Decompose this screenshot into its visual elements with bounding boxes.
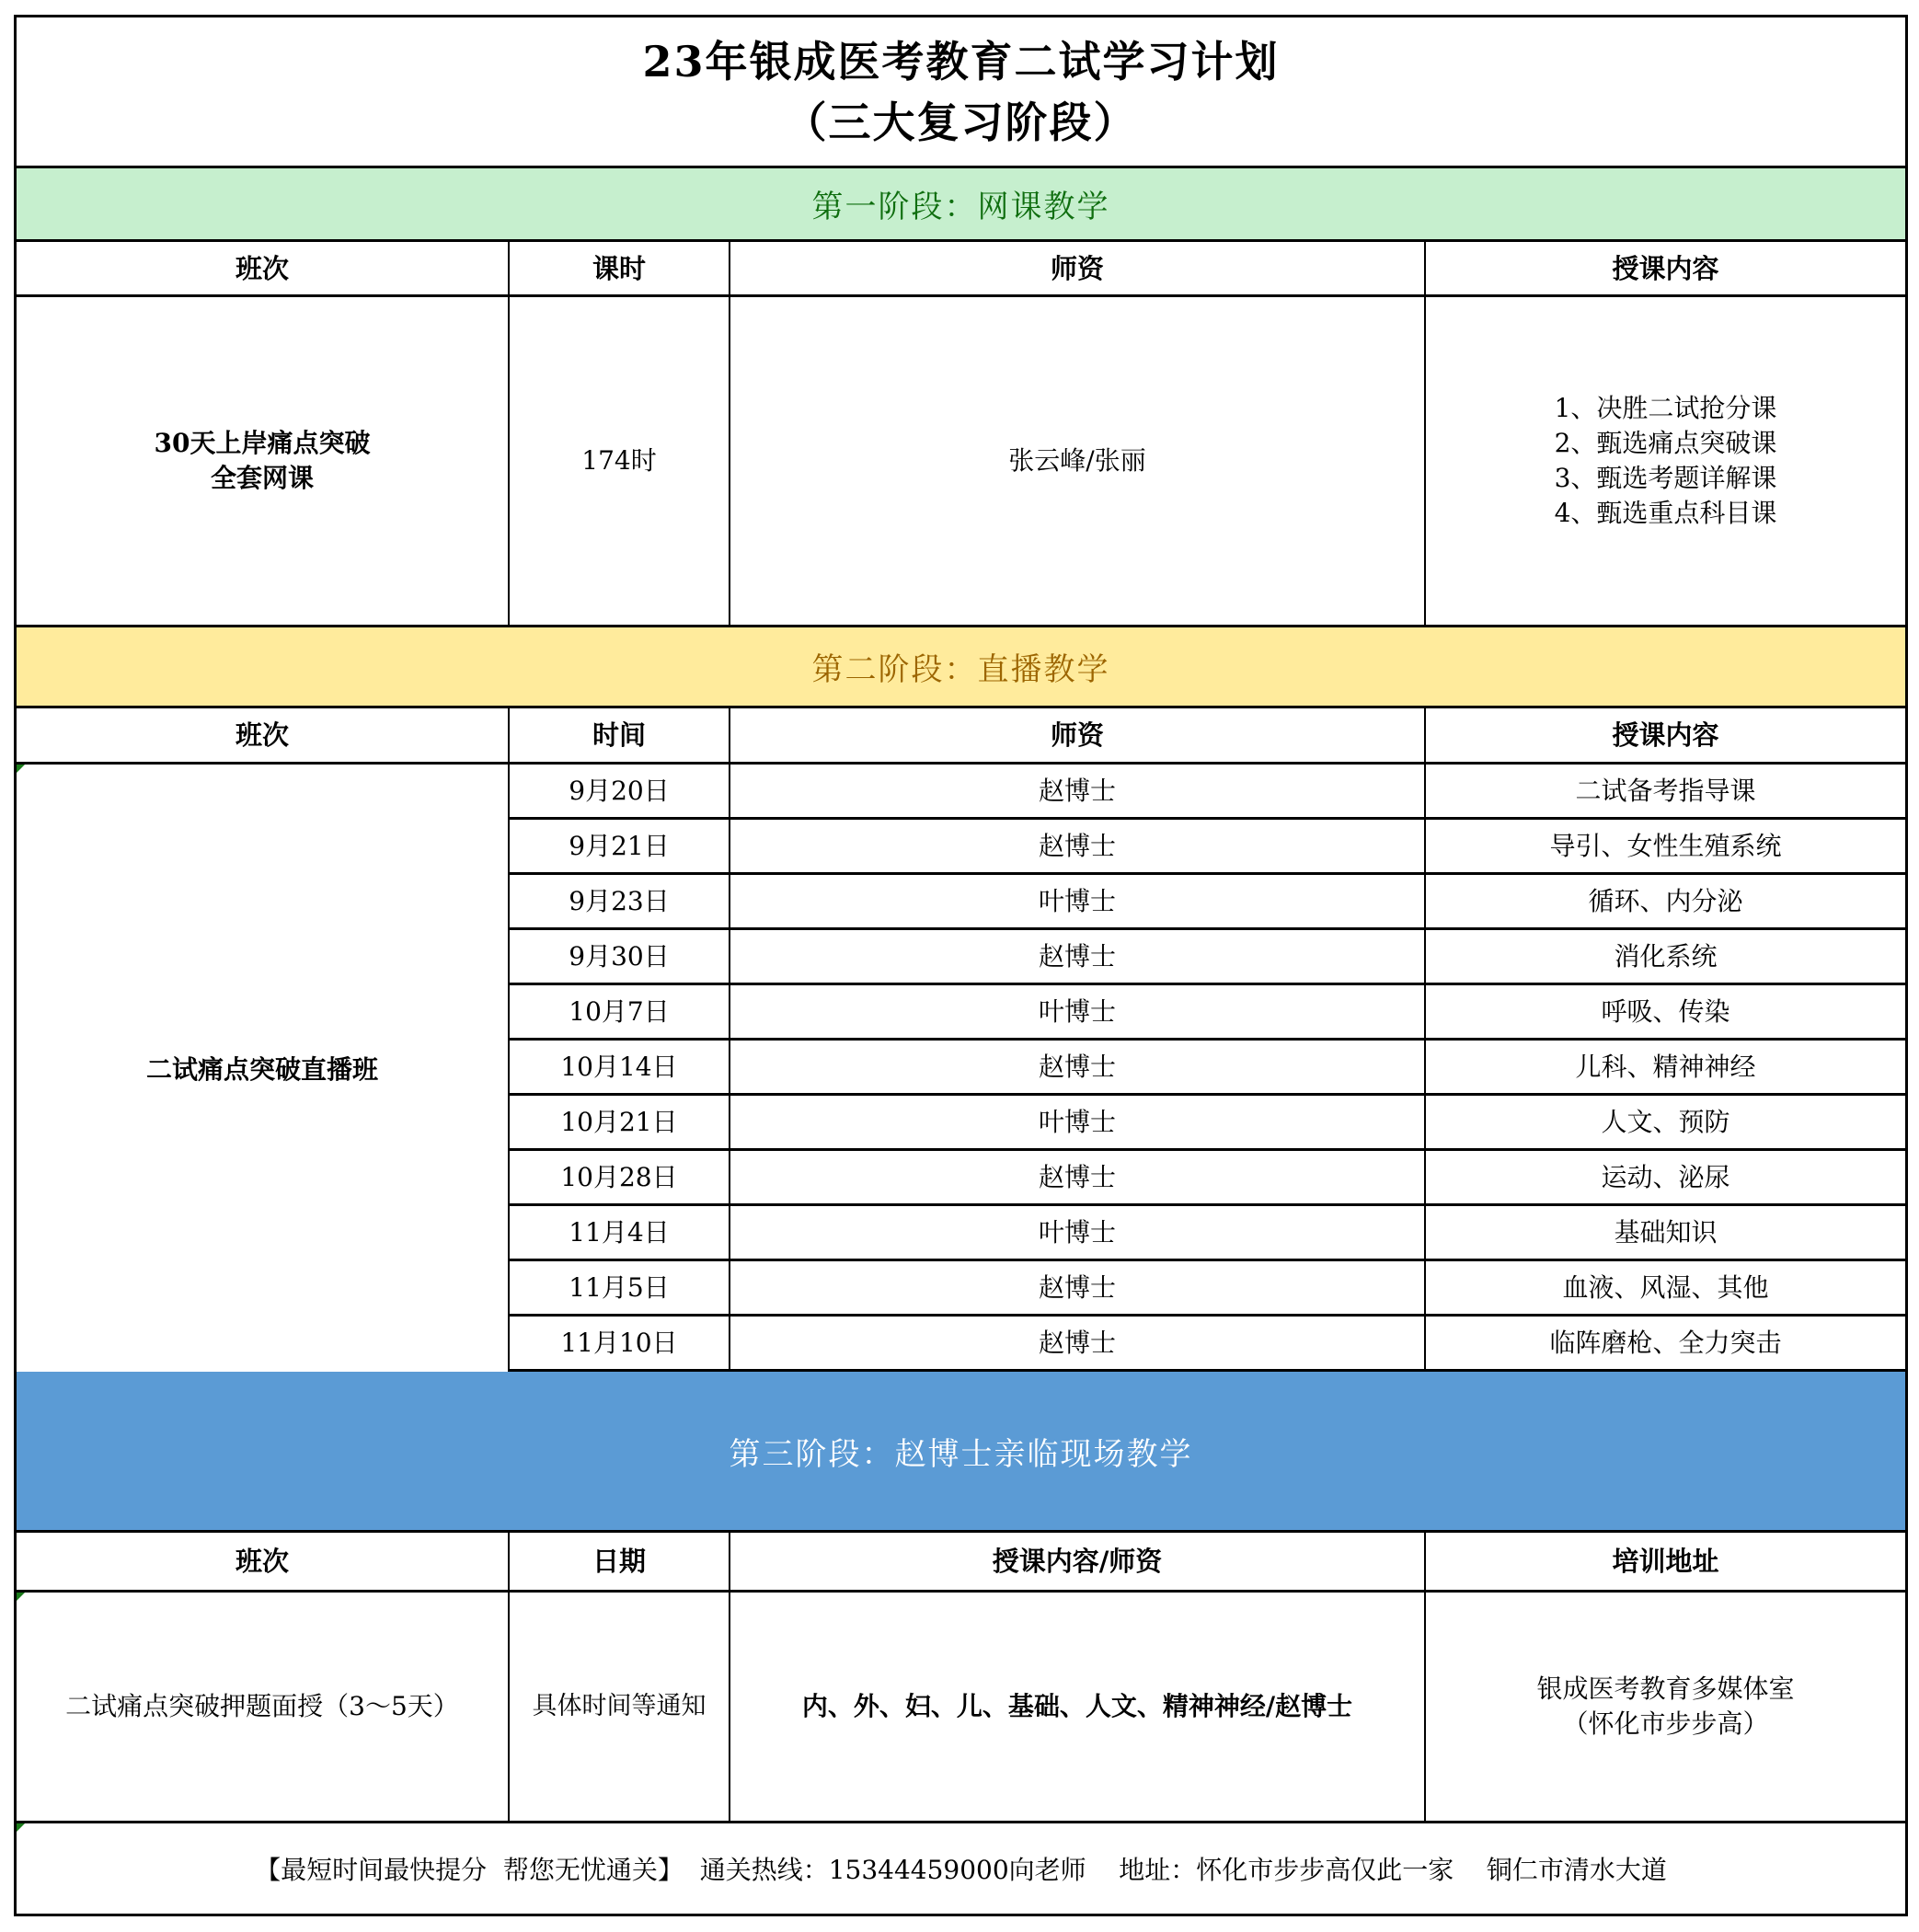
stage2-header-time: 时间	[510, 708, 730, 762]
stage2-header-content: 授课内容	[1612, 719, 1719, 751]
footer-row	[17, 1823, 1905, 1914]
stage2-teacher-cell: 叶博士	[730, 1096, 1426, 1148]
stage3-class-cell: 二试痛点突破押题面授（3～5天）	[17, 1593, 510, 1821]
stage2-teacher-cell: 赵博士	[730, 820, 1426, 872]
stage2-header-class: 班次	[17, 708, 510, 762]
stage2-date-cell: 9月30日	[510, 930, 730, 983]
cell-comment-marker	[17, 1593, 25, 1601]
stage3-address-cell	[1426, 1593, 1905, 1821]
stage2-teacher-cell: 赵博士	[730, 1261, 1426, 1314]
stage2-content-cell: 二试备考指导课	[1575, 775, 1756, 806]
stage2-content-cell: 导引、女性生殖系统	[1549, 830, 1782, 861]
stage2-teacher-cell: 赵博士	[730, 1041, 1426, 1093]
stage2-header-row	[17, 708, 1905, 765]
stage1-hours-cell: 174时	[510, 297, 730, 625]
stage1-banner	[17, 168, 1905, 242]
stage2-teacher-cell: 赵博士	[730, 1317, 1426, 1369]
list-item: 2、甄选痛点突破课	[1554, 428, 1777, 458]
stage1-banner-label: 第一阶段：网课教学	[811, 189, 1110, 225]
stage2-teacher-cell: 赵博士	[730, 765, 1426, 817]
stage2-class-name: 二试痛点突破直播班	[145, 1054, 378, 1085]
stage2-teacher-cell: 赵博士	[730, 1151, 1426, 1203]
title-line-2: （三大复习阶段）	[784, 97, 1138, 147]
stage2-content-cell: 血液、风湿、其他	[1562, 1271, 1769, 1303]
stage2-teacher-cell: 赵博士	[730, 930, 1426, 983]
stage2-class-cell	[17, 765, 510, 1372]
stage1-teachers-cell: 张云峰/张丽	[730, 297, 1426, 625]
footer-text: 【最短时间最快提分 帮您无忧通关】 通关热线：15344459000向老师 地址：怀化市步步高仅此一家 铜仁市清水大道	[255, 1855, 1667, 1885]
stage3-header-content-teacher: 授课内容/师资	[730, 1533, 1426, 1590]
stage1-data-row	[17, 297, 1905, 627]
stage2-content-cell: 运动、泌尿	[1601, 1161, 1730, 1192]
stage3-address-line-2: （怀化市步步高）	[1562, 1708, 1769, 1739]
stage1-content-list	[1555, 391, 1777, 531]
stage3-banner-label: 第三阶段：赵博士亲临现场教学	[729, 1435, 1193, 1473]
stage3-header-class: 班次	[17, 1533, 510, 1590]
stage2-date-cell: 10月14日	[510, 1041, 730, 1093]
stage2-header-teachers: 师资	[730, 708, 1426, 762]
stage3-banner	[17, 1372, 1905, 1533]
stage2-date-cell: 10月7日	[510, 985, 730, 1038]
stage2-content-cell: 循环、内分泌	[1588, 885, 1743, 916]
stage2-date-cell: 10月21日	[510, 1096, 730, 1148]
stage3-data-row	[17, 1593, 1905, 1823]
stage2-content-cell: 儿科、精神神经	[1575, 1051, 1756, 1082]
stage2-date-cell: 11月4日	[510, 1206, 730, 1259]
study-plan-table	[14, 15, 1908, 1916]
stage3-header-date: 日期	[510, 1533, 730, 1590]
stage3-address-line-1: 银成医考教育多媒体室	[1536, 1673, 1795, 1704]
stage2-date-cell: 9月20日	[510, 765, 730, 817]
list-item: 1、决胜二试抢分课	[1554, 393, 1777, 423]
list-item: 4、甄选重点科目课	[1554, 498, 1777, 528]
stage2-content-cell: 人文、预防	[1601, 1106, 1730, 1137]
stage2-teacher-cell: 叶博士	[730, 875, 1426, 927]
stage1-class-line-1: 30天上岸痛点突破	[154, 428, 371, 458]
stage2-date-cell: 9月21日	[510, 820, 730, 872]
stage2-content-cell: 呼吸、传染	[1601, 995, 1730, 1027]
stage2-teacher-cell: 叶博士	[730, 985, 1426, 1038]
stage1-content-cell	[1426, 297, 1905, 625]
stage1-header-row	[17, 242, 1905, 297]
list-item: 3、甄选考题详解课	[1554, 463, 1777, 493]
stage2-banner	[17, 627, 1905, 708]
stage2-date-cell: 10月28日	[510, 1151, 730, 1203]
cell-comment-marker	[17, 765, 25, 773]
page-title	[17, 17, 1905, 166]
stage2-date-cell: 11月5日	[510, 1261, 730, 1314]
stage3-content-teacher-cell: 内、外、妇、儿、基础、人文、精神神经/赵博士	[730, 1593, 1426, 1821]
cell-comment-marker	[17, 1823, 25, 1832]
stage1-header-teachers: 师资	[730, 242, 1426, 294]
stage2-content-cell: 临阵磨枪、全力突击	[1549, 1327, 1782, 1358]
stage2-teacher-cell: 叶博士	[730, 1206, 1426, 1259]
stage1-class-line-2: 全套网课	[210, 463, 314, 493]
stage1-header-class: 班次	[17, 242, 510, 294]
title-row	[17, 17, 1905, 168]
stage3-date-cell: 具体时间等通知	[510, 1593, 730, 1821]
stage2-content-cell: 基础知识	[1614, 1216, 1718, 1248]
stage3-header-row	[17, 1533, 1905, 1593]
stage2-content-cell: 消化系统	[1614, 940, 1718, 972]
stage2-date-cell: 11月10日	[510, 1317, 730, 1369]
stage3-header-address: 培训地址	[1612, 1546, 1719, 1577]
stage2-banner-label: 第二阶段：直播教学	[811, 651, 1110, 688]
stage1-header-hours: 课时	[510, 242, 730, 294]
stage2-date-cell: 9月23日	[510, 875, 730, 927]
stage1-header-content: 授课内容	[1612, 252, 1719, 284]
stage1-class-cell	[17, 297, 510, 625]
title-line-1: 23年银成医考教育二试学习计划	[642, 36, 1280, 86]
